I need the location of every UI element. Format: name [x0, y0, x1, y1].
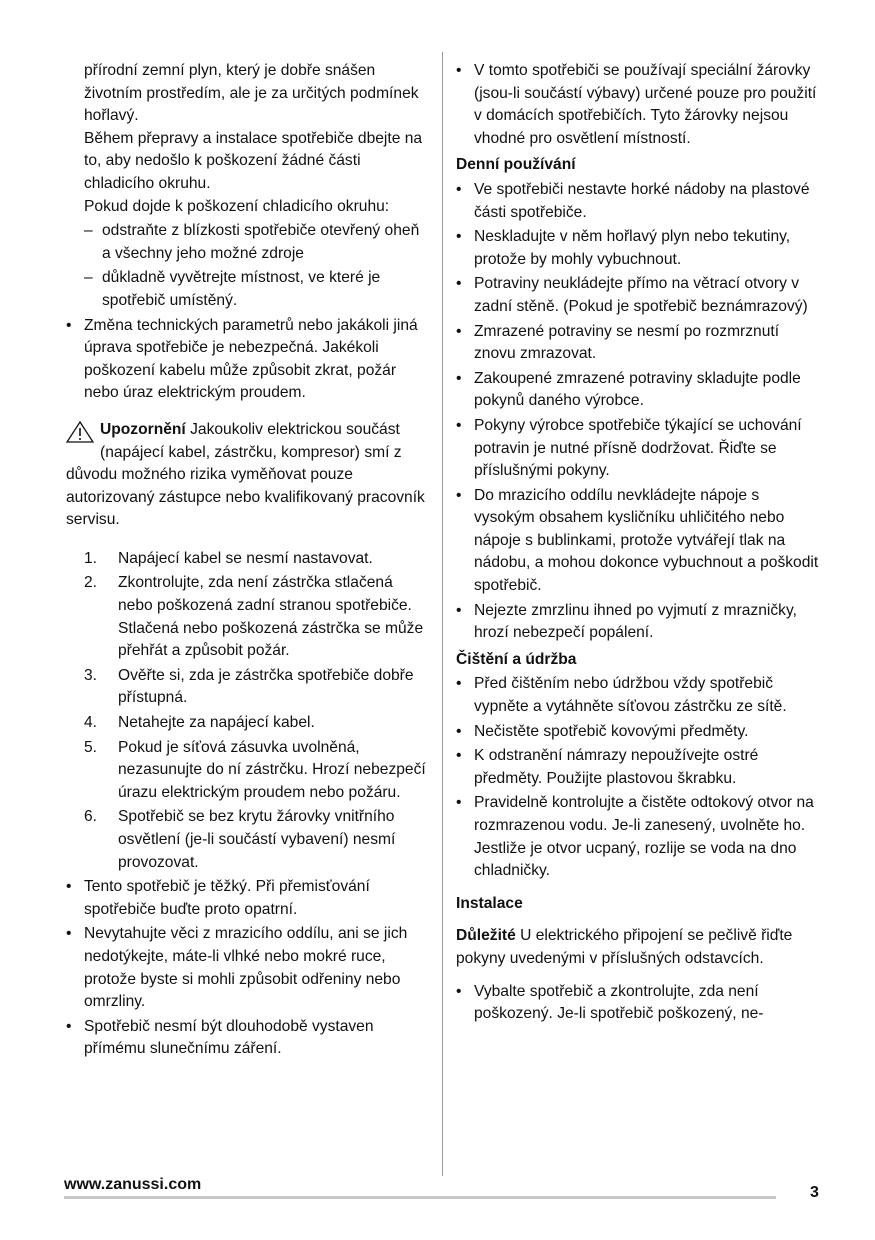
bullet-item: • Tento spotřebič je těžký. Při přemisťování spotřebiče buďte proto opatrní.: [66, 876, 426, 921]
numbered-item: [66, 548, 426, 571]
warning-triangle-icon: [66, 421, 94, 443]
important-text: U elektrického připojení se pečlivě řiďte pokyny uvedenými v příslušných odstavcích.: [456, 927, 793, 967]
bullet-item: • Neskladujte v něm hořlavý plyn nebo tekutiny, protože by mohly vybuchnout.: [456, 226, 824, 271]
dash-item: – důkladně vyvětrejte místnost, ve které je spotřebič umístěný.: [66, 267, 426, 312]
bullet-item: • Změna technických parametrů nebo jakákoli jiná úprava spotřebiče je nebezpečná. Jakékoli poškození kabelu může způsobit zkrat, požár nebo úraz elektrickým proudem.: [66, 315, 426, 405]
item-text: Zkontrolujte, zda není zástrčka stlačená nebo poškozená zadní stranou spotřebiče. Stlačená nebo poškozená zástrčka se může přehřát a způsobit požár.: [118, 574, 424, 660]
bullet-item: • K odstranění námrazy nepoužívejte ostré předměty. Použijte plastovou škrabku.: [456, 745, 824, 790]
numbered-item: [66, 737, 426, 805]
item-number: 4.: [84, 714, 98, 732]
item-number: 2.: [84, 574, 98, 592]
bullet-item: • Před čištěním nebo údržbou vždy spotřebič vypněte a vytáhněte síťovou zástrčku ze sítě.: [456, 673, 824, 718]
right-column: [456, 60, 824, 1026]
column-divider: [442, 52, 443, 1176]
numbered-item: [66, 665, 426, 710]
item-number: 1.: [84, 549, 98, 567]
bullet-item: • Nevytahujte věci z mrazicího oddílu, ani se jich nedotýkejte, máte-li vlhké nebo mokré ruce, protože byste si mohli způsobit odřeniny nebo omrzliny.: [66, 923, 426, 1013]
numbered-item: [66, 806, 426, 874]
numbered-item: [66, 712, 426, 735]
footer-url: www.zanussi.com: [64, 1176, 202, 1193]
item-text: Spotřebič se bez krytu žárovky vnitřního osvětlení (je-li součástí vybavení) nesmí provozovat.: [118, 808, 396, 871]
item-text: Netahejte za napájecí kabel.: [118, 714, 315, 732]
item-number: 5.: [84, 738, 98, 756]
paragraph: Během přepravy a instalace spotřebiče dbejte na to, aby nedošlo k poškození žádné části chladicího okruhu.: [84, 129, 423, 192]
section-heading-installation: Instalace: [456, 894, 523, 912]
section-heading-cleaning: Čištění a údržba: [456, 650, 577, 668]
warning-text: Jakoukoliv elektrickou součást (napájecí kabel, zástrčku, kompresor) smí z důvodu možného rizika vyměňovat pouze autorizovaný zástupce nebo kvalifikovaný pracovník servisu.: [66, 420, 425, 529]
page-number: 3: [810, 1184, 819, 1201]
item-text: Pokud je síťová zásuvka uvolněná, nezasunujte do ní zástrčku. Hrozí nebezpečí úrazu elektrickým proudem nebo požáru.: [118, 738, 426, 801]
important-note: [456, 925, 824, 970]
item-number: 3.: [84, 666, 98, 684]
bullet-item: • Zmrazené potraviny se nesmí po rozmrznutí znovu zmrazovat.: [456, 321, 824, 366]
bullet-item: • Potraviny neukládejte přímo na větrací otvory v zadní stěně. (Pokud je spotřebič beznámrazový): [456, 273, 824, 318]
bullet-item: • V tomto spotřebiči se používají speciální žárovky (jsou-li součástí výbavy) určené pouze pro použití v domácích spotřebičích. Tyto žárovky nejsou vhodné pro osvětlení místností.: [456, 60, 824, 150]
bullet-item: • Do mrazicího oddílu nevkládejte nápoje s vysokým obsahem kysličníku uhličitého nebo nápoje s bublinkami, protože vytvářejí tlak na nádobu, a mohou dokonce vybuchnout a poškodit spotřebič.: [456, 485, 824, 598]
bullet-item: • Nečistěte spotřebič kovovými předměty.: [456, 721, 824, 744]
important-label: Důležité: [456, 927, 516, 945]
item-number: 6.: [84, 808, 98, 826]
paragraph: přírodní zemní plyn, který je dobře snášen životním prostředím, ale je za určitých podmínek hořlavý.: [84, 62, 419, 125]
section-heading-daily-use: Denní používání: [456, 156, 576, 174]
paragraph: Pokud dojde k poškození chladicího okruhu:: [84, 197, 390, 215]
bullet-item: • Nejezte zmrzlinu ihned po vyjmutí z mrazničky, hrozí nebezpečí popálení.: [456, 600, 824, 645]
warning-label: Upozornění: [100, 420, 186, 438]
bullet-item: • Pokyny výrobce spotřebiče týkající se uchování potravin je nutné přísně dodržovat. Řiďte se příslušnými pokyny.: [456, 415, 824, 483]
warning-block: [66, 419, 426, 532]
bullet-item: • Spotřebič nesmí být dlouhodobě vystaven přímému slunečnímu záření.: [66, 1016, 426, 1061]
numbered-item: [66, 572, 426, 662]
item-text: Napájecí kabel se nesmí nastavovat.: [118, 549, 373, 567]
item-text: Ověřte si, zda je zástrčka spotřebiče dobře přístupná.: [118, 666, 414, 707]
bullet-item: • Ve spotřebiči nestavte horké nádoby na plastové části spotřebiče.: [456, 179, 824, 224]
bullet-item: • Vybalte spotřebič a zkontrolujte, zda není poškozený. Je-li spotřebič poškozený, ne-: [456, 981, 824, 1026]
bullet-item: • Zakoupené zmrazené potraviny skladujte podle pokynů daného výrobce.: [456, 368, 824, 413]
left-column: [66, 60, 426, 1061]
bullet-item: • Pravidelně kontrolujte a čistěte odtokový otvor na rozmrazenou vodu. Je-li zanesený, uvolněte ho. Jestliže je otvor ucpaný, rozlije se voda na dno chladničky.: [456, 792, 824, 882]
footer-rule: [64, 1196, 776, 1199]
dash-item: – odstraňte z blízkosti spotřebiče otevřený oheň a všechny jeho možné zdroje: [66, 220, 426, 265]
